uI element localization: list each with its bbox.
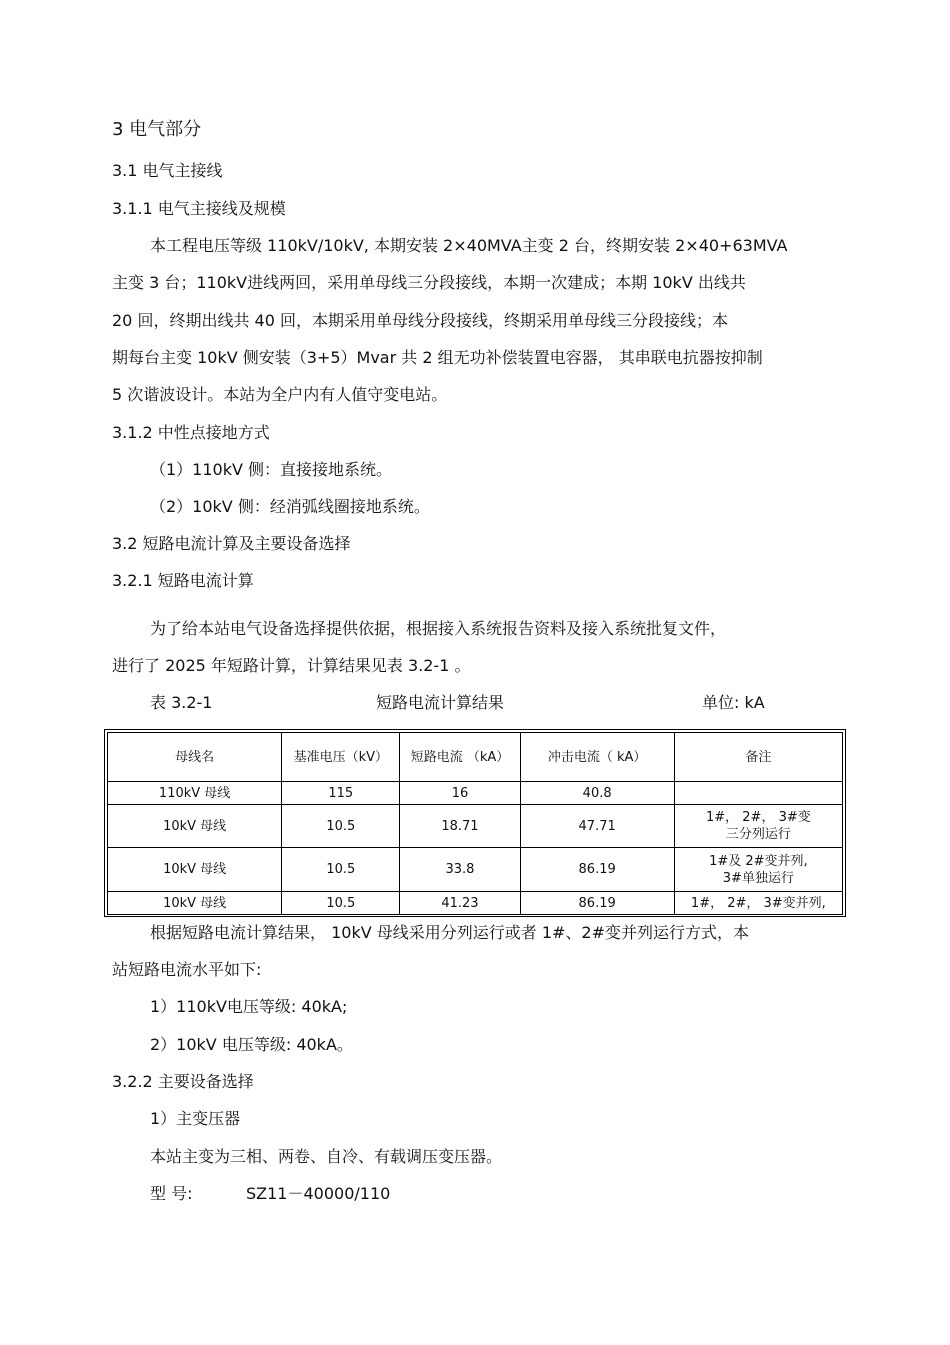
table-cell: 110kV 母线	[108, 782, 282, 805]
paragraph-line: 进行了 2025 年短路计算，计算结果见表 3.2-1 。	[112, 656, 471, 675]
table-cell: 47.71	[520, 805, 674, 848]
subsection-heading: 3.1.2 中性点接地方式	[112, 423, 270, 442]
table-cell: 10kV 母线	[108, 848, 282, 892]
subsection-heading: 3.1.1 电气主接线及规模	[112, 199, 286, 218]
table-title: 短路电流计算结果	[376, 693, 505, 712]
subsection-heading: 3.2.2 主要设备选择	[112, 1072, 254, 1091]
table-row	[108, 848, 843, 892]
paragraph-line: 根据短路电流计算结果， 10kV 母线采用分列运行或者 1#、2#变并列运行方式，本	[150, 923, 750, 942]
paragraph-line: 为了给本站电气设备选择提供依据，根据接入系统报告资料及接入系统批复文件，	[150, 619, 727, 638]
table-cell: 86.19	[520, 892, 674, 915]
paragraph-line: 主变 3 台；110kV进线两回，采用单母线三分段接线，本期一次建成；本期 10kV 出线共	[112, 273, 746, 292]
list-item: （2）10kV 侧：经消弧线圈接地系统。	[150, 497, 430, 516]
model-label: 型 号:	[150, 1184, 193, 1203]
paragraph-line: 站短路电流水平如下:	[112, 960, 262, 979]
table-cell: 40.8	[520, 782, 674, 805]
table-cell: 10kV 母线	[108, 805, 282, 848]
table-cell: 18.71	[400, 805, 520, 848]
table-cell: 86.19	[520, 848, 674, 892]
table-cell	[674, 782, 842, 805]
paragraph-line: 期每台主变 10kV 侧安装（3+5）Mvar 共 2 组无功补偿装置电容器， 其串联电抗器按抑制	[112, 348, 763, 367]
subsection-heading: 3.2 短路电流计算及主要设备选择	[112, 534, 351, 553]
table-cell: 1#， 2#， 3#变并列,	[674, 892, 842, 915]
table-row	[108, 805, 843, 848]
table-cell: 10.5	[282, 892, 400, 915]
list-item: 1）110kV电压等级: 40kA;	[150, 997, 348, 1016]
list-item: （1）110kV 侧：直接接地系统。	[150, 460, 393, 479]
column-header: 短路电流 （kA）	[400, 733, 520, 782]
short-circuit-table	[104, 729, 846, 917]
column-header: 冲击电流（ kA）	[520, 733, 674, 782]
section-heading: 3 电气部分	[112, 119, 202, 140]
model-value: SZ11－40000/110	[246, 1184, 391, 1203]
table-unit: 单位: kA	[702, 693, 765, 712]
column-header: 基准电压（kV）	[282, 733, 400, 782]
table-cell: 10.5	[282, 805, 400, 848]
subsection-heading: 3.2.1 短路电流计算	[112, 571, 254, 590]
paragraph-line: 5 次谐波设计。本站为全户内有人值守变电站。	[112, 385, 448, 404]
table-row	[108, 892, 843, 915]
list-item: 1）主变压器	[150, 1109, 241, 1128]
table-cell: 41.23	[400, 892, 520, 915]
paragraph-line: 本站主变为三相、两卷、自冷、有载调压变压器。	[150, 1147, 503, 1166]
paragraph-line: 本工程电压等级 110kV/10kV, 本期安装 2×40MVA主变 2 台，终期安装 2×40+63MVA	[150, 236, 788, 255]
table-cell: 10kV 母线	[108, 892, 282, 915]
column-header: 备注	[674, 733, 842, 782]
table-header-row	[108, 733, 843, 782]
column-header: 母线名	[108, 733, 282, 782]
subsection-heading: 3.1 电气主接线	[112, 161, 223, 180]
table-cell: 1#及 2#变并列, 3#单独运行	[674, 848, 842, 892]
table-cell: 33.8	[400, 848, 520, 892]
table-cell: 10.5	[282, 848, 400, 892]
table-cell: 1#， 2#， 3#变 三分列运行	[674, 805, 842, 848]
list-item: 2）10kV 电压等级: 40kA。	[150, 1035, 353, 1054]
paragraph-line: 20 回，终期出线共 40 回，本期采用单母线分段接线，终期采用单母线三分段接线；本	[112, 311, 728, 330]
table-number: 表 3.2-1	[150, 693, 213, 712]
table-cell: 16	[400, 782, 520, 805]
table-row	[108, 782, 843, 805]
table-cell: 115	[282, 782, 400, 805]
